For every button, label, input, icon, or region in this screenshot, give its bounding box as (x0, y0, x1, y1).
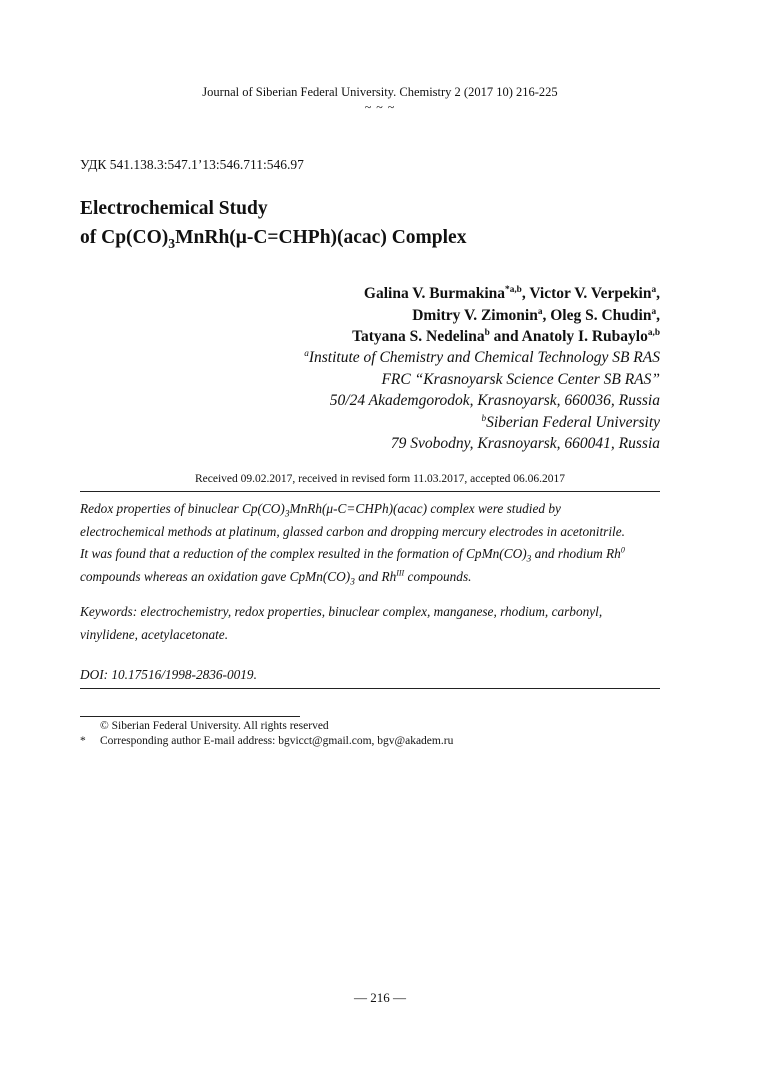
title-text: of Cp(CO) (80, 227, 169, 248)
author-line-1 (352, 283, 660, 305)
author-line-3 (352, 326, 660, 348)
abstract-text: compounds whereas an oxidation gave CpMn(CO) (80, 568, 351, 584)
footnote-rule (80, 716, 300, 717)
affiliations (304, 347, 660, 455)
footnote-star: * (80, 735, 86, 747)
affiliation-b-line-1 (304, 412, 660, 434)
affiliation-mark: b (481, 413, 487, 424)
journal-header: Journal of Siberian Federal University. Chemistry 2 (2017 10) 216-225 (202, 85, 558, 99)
author-affil-mark: a,b (647, 327, 660, 338)
separator: , (656, 306, 660, 324)
abstract-text: compounds. (404, 568, 472, 584)
author-name: Tatyana S. Nedelina (352, 328, 485, 345)
author-name: Galina V. Burmakina (363, 285, 506, 302)
affiliation-mark: a (304, 348, 309, 359)
affiliation-text: Institute of Chemistry and Chemical Technology SB RAS (308, 349, 660, 366)
abstract-text: It was found that a reduction of the complex resulted in the formation of CpMn(CO) (80, 546, 527, 561)
author-name: and Anatoly I. Rubaylo (489, 328, 648, 345)
author-affil-mark: a (537, 306, 543, 317)
abstract-text: Redox properties of binuclear Cp(CO) (80, 501, 285, 516)
affiliation-text: Siberian Federal University (486, 413, 660, 431)
abstract (80, 498, 660, 588)
keywords-line: vinylidene, acetylacetonate. (80, 626, 229, 642)
abstract-subscript: 3 (350, 577, 355, 588)
abstract-line (80, 498, 660, 521)
abstract-text: and rhodium Rh (531, 546, 621, 561)
title-line-2 (80, 223, 466, 252)
affiliation-a-line-1 (304, 347, 660, 369)
title-subscript: 3 (168, 235, 176, 251)
abstract-subscript: 3 (526, 554, 532, 565)
received-dates: Received 09.02.2017, received in revised form 11.03.2017, accepted 06.06.2017 (194, 473, 566, 485)
author-affil-mark: a (651, 306, 657, 317)
separator: , (656, 285, 660, 302)
footnote-copyright: © Siberian Federal University. All rights reserved (100, 720, 329, 732)
footnote-corresponding (80, 735, 453, 747)
author-affil-mark: a (651, 284, 657, 295)
title-line-1: Electrochemical Study (80, 198, 268, 219)
keywords (80, 601, 660, 646)
affiliation-a-line-3: 50/24 Akademgorodok, Krasnoyarsk, 660036, Russia (329, 392, 660, 409)
author-name: , Victor V. Verpekin (521, 285, 652, 302)
doi: DOI: 10.17516/1998-2836-0019. (80, 667, 257, 682)
abstract-line (80, 543, 660, 566)
abstract-text: MnRh(μ-C=CHPh)(acac) complex were studied by (289, 501, 561, 516)
abstract-superscript: III (396, 568, 405, 578)
corresponding-author-text: Corresponding author E-mail address: bgvicct@gmail.com, bgv@akadem.ru (100, 735, 454, 747)
title-text: MnRh(μ-C=CHPh)(acac) Complex (175, 227, 467, 248)
article-title (80, 194, 466, 252)
abstract-subscript: 3 (284, 509, 290, 520)
affiliation-a-line-2: FRC “Krasnoyarsk Science Center SB RAS” (381, 370, 660, 388)
author-name: Dmitry V. Zimonin (412, 306, 538, 324)
abstract-line (80, 566, 660, 589)
author-affil-mark: *a,b (505, 284, 522, 295)
abstract-text: and Rh (354, 568, 397, 584)
header-ornament: ~ ~ ~ (364, 100, 396, 114)
divider-top (80, 491, 660, 492)
keywords-line: Keywords: electrochemistry, redox properties, binuclear complex, manganese, rhodium, carbonyl, (80, 604, 603, 619)
divider-bottom (80, 688, 660, 689)
udk-code: УДК 541.138.3:547.1’13:546.711:546.97 (80, 157, 304, 172)
affiliation-b-line-2: 79 Svobodny, Krasnoyarsk, 660041, Russia (390, 435, 660, 452)
page-number: — 216 — (354, 990, 406, 1005)
abstract-superscript: 0 (620, 545, 625, 555)
author-name: , Oleg S. Chudin (542, 306, 652, 324)
author-affil-mark: b (484, 327, 490, 338)
author-list (352, 283, 660, 348)
abstract-line: electrochemical methods at platinum, glassed carbon and dropping mercury electrodes in acetonitrile. (80, 523, 625, 539)
author-line-2 (352, 305, 660, 327)
